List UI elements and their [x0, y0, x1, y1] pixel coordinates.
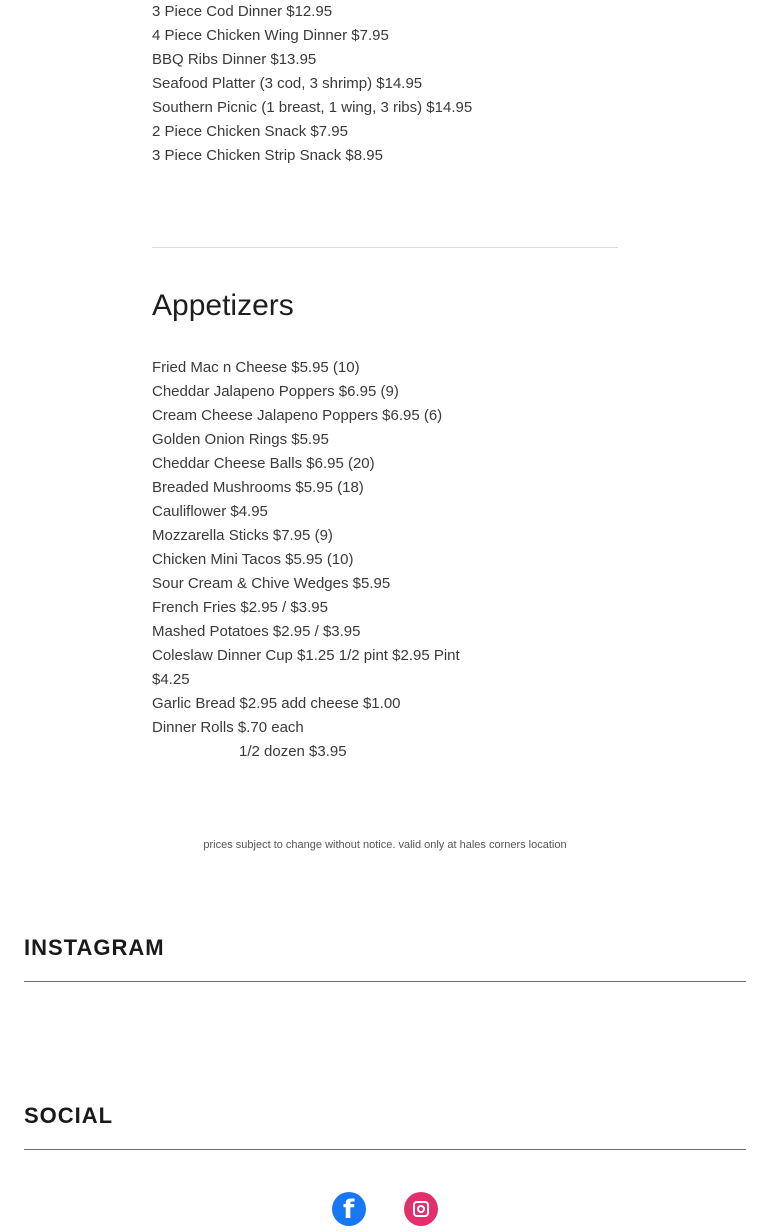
social-links — [0, 1192, 770, 1232]
section-divider — [152, 247, 618, 248]
menu-item: Cheddar Jalapeno Poppers $6.95 (9) — [152, 383, 399, 400]
menu-item: 1/2 dozen $3.95 — [239, 743, 347, 760]
menu-item: BBQ Ribs Dinner $13.95 — [152, 51, 317, 68]
menu-item: Garlic Bread $2.95 add cheese $1.00 — [152, 695, 401, 712]
menu-item: 3 Piece Cod Dinner $12.95 — [152, 3, 333, 20]
dinner-menu-list — [152, 0, 618, 168]
menu-item: Dinner Rolls $.70 each — [152, 719, 304, 736]
instagram-lens — [417, 1205, 425, 1213]
menu-item: 2 Piece Chicken Snack $7.95 — [152, 123, 348, 140]
menu-item: Sour Cream & Chive Wedges $5.95 — [152, 575, 391, 592]
menu-item: Mashed Potatoes $2.95 / $3.95 — [152, 623, 361, 640]
appetizers-heading: Appetizers — [152, 289, 294, 322]
facebook-glyph: f — [343, 1195, 355, 1225]
menu-item: Fried Mac n Cheese $5.95 (10) — [152, 359, 360, 376]
menu-item: Chicken Mini Tacos $5.95 (10) — [152, 551, 354, 568]
menu-item: Mozzarella Sticks $7.95 (9) — [152, 527, 333, 544]
menu-item: Cheddar Cheese Balls $6.95 (20) — [152, 455, 375, 472]
instagram-icon[interactable] — [404, 1192, 438, 1226]
menu-item: 3 Piece Chicken Strip Snack $8.95 — [152, 147, 383, 164]
menu-item: Cauliflower $4.95 — [152, 503, 268, 520]
menu-item: Seafood Platter (3 cod, 3 shrimp) $14.95 — [152, 75, 423, 92]
price-disclaimer: prices subject to change without notice. valid only at hales corners location — [203, 839, 567, 851]
appetizer-menu-list — [152, 356, 618, 764]
instagram-section-title: INSTAGRAM — [24, 935, 165, 960]
menu-item: Southern Picnic (1 breast, 1 wing, 3 ribs) $14.95 — [152, 99, 473, 116]
menu-item: Golden Onion Rings $5.95 — [152, 431, 329, 448]
menu-item: 4 Piece Chicken Wing Dinner $7.95 — [152, 27, 389, 44]
menu-item: French Fries $2.95 / $3.95 — [152, 599, 328, 616]
menu-item: Cream Cheese Jalapeno Poppers $6.95 (6) — [152, 407, 443, 424]
social-section-rule — [24, 1149, 746, 1150]
menu-item: Coleslaw Dinner Cup $1.25 1/2 pint $2.95 Pint $4.25 — [152, 647, 460, 688]
menu-item: Breaded Mushrooms $5.95 (18) — [152, 479, 364, 496]
instagram-section-rule — [24, 981, 746, 982]
facebook-icon[interactable] — [332, 1192, 366, 1226]
social-section-title: SOCIAL — [24, 1103, 114, 1128]
